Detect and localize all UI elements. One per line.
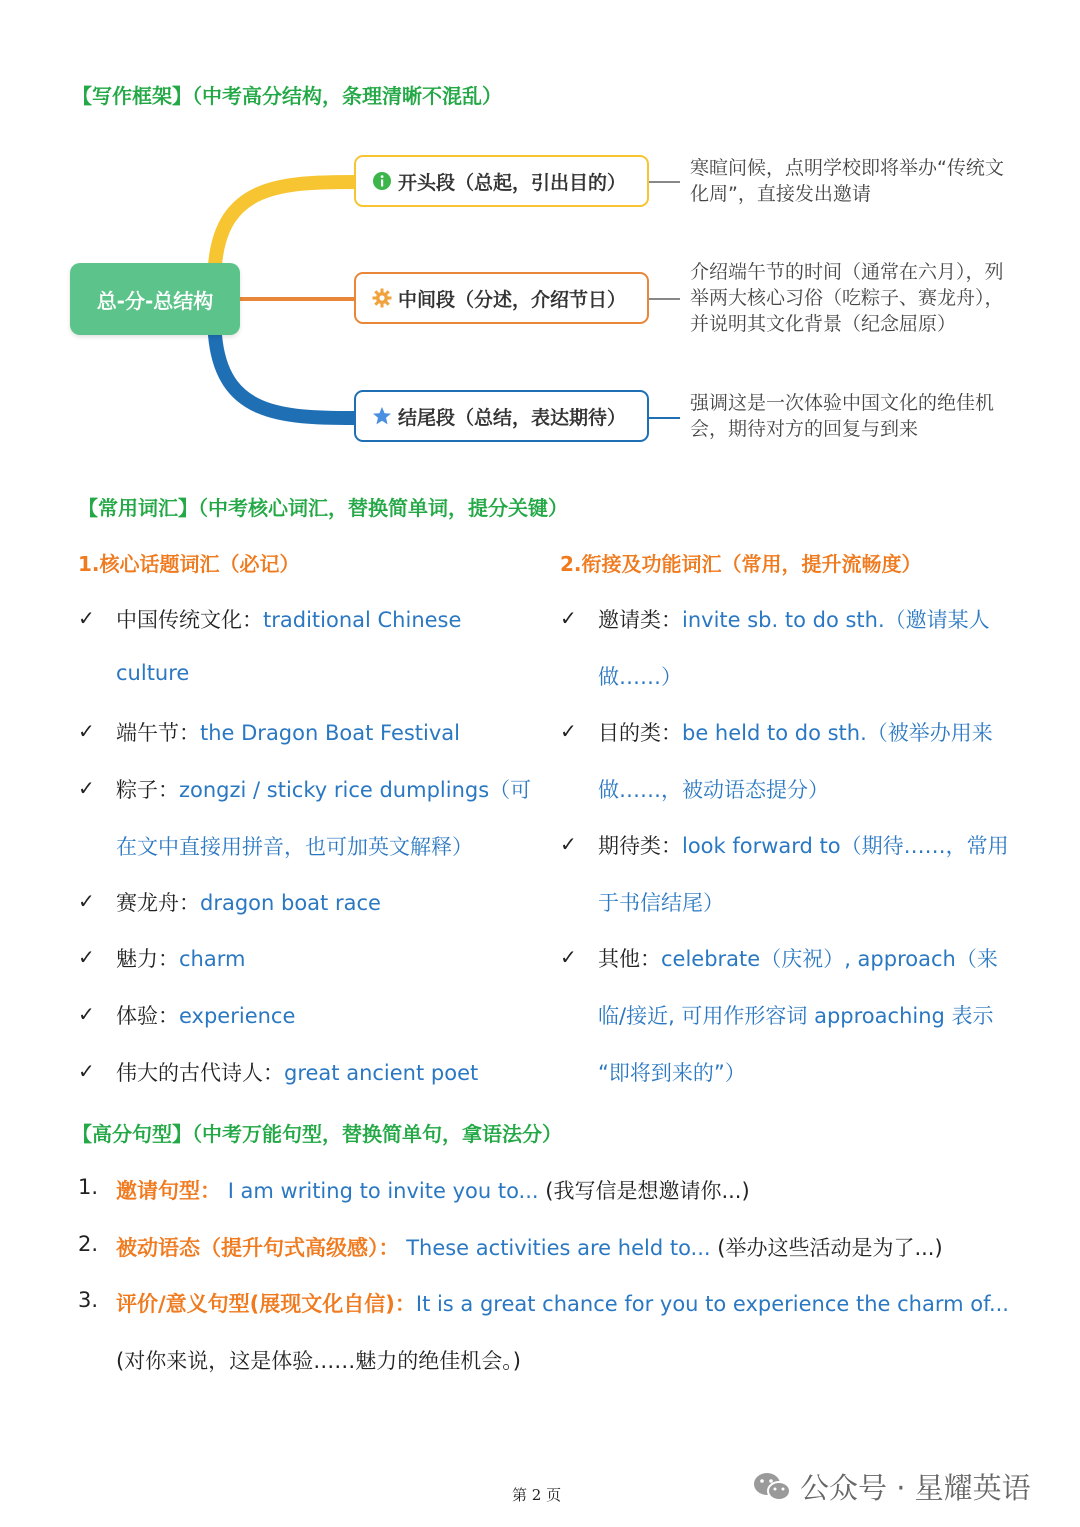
check-icon: ✓ — [78, 889, 95, 913]
sentence-cn: (对你来说，这是体验……魅力的绝佳机会。) — [116, 1349, 521, 1373]
vocab-cn: 伟大的古代诗人： — [116, 1061, 284, 1085]
wechat-watermark — [752, 1466, 1031, 1507]
vocab-en: traditional Chinese — [263, 608, 462, 632]
check-icon: ✓ — [560, 606, 577, 630]
vocab-cont: “即将到来的”） — [598, 1061, 746, 1085]
check-icon: ✓ — [78, 719, 95, 743]
check-icon: ✓ — [560, 832, 577, 856]
wechat-account-name: 公众号 · 星耀英语 — [800, 1471, 1031, 1505]
mindmap-root: 总-分-总结构 — [70, 263, 240, 335]
vocab-cont: 在文中直接用拼音，也可加英文解释） — [116, 835, 473, 859]
vocab-en: look forward to（期待……，常用 — [682, 834, 1009, 858]
node-body-desc — [690, 259, 1040, 337]
vocab-cn: 期待类： — [598, 834, 682, 858]
star-icon — [372, 406, 392, 426]
vocab-cn: 中国传统文化： — [116, 608, 263, 632]
vocab-item — [116, 1057, 478, 1087]
node-ending-desc — [690, 390, 1040, 442]
wechat-icon — [752, 1471, 792, 1503]
vocab-cn: 魅力： — [116, 947, 179, 971]
vocab-cn: 粽子： — [116, 778, 179, 802]
sentences-title: 【高分句型】（中考万能句型，替换简单句，拿语法分） — [72, 1122, 562, 1146]
desc-line: 举两大核心习俗（吃粽子、赛龙舟）， — [690, 287, 1004, 309]
sentence-number: 2. — [78, 1232, 99, 1256]
vocab-left-title: 1.核心话题词汇（必记） — [78, 552, 300, 576]
vocab-item — [116, 1000, 295, 1030]
sentence-label: 邀请句型： — [116, 1179, 221, 1203]
vocab-cn: 体验： — [116, 1004, 179, 1028]
sentence-item — [116, 1288, 1009, 1318]
sentence-en: It is a great chance for you to experience the charm of... — [415, 1292, 1009, 1316]
vocab-item — [116, 887, 381, 917]
vocab-item — [116, 717, 460, 747]
vocab-item — [116, 774, 531, 804]
node-opening-label: 开头段（总起，引出目的） — [398, 171, 627, 194]
node-opening-desc — [690, 155, 1040, 207]
sentence-item — [116, 1232, 943, 1262]
desc-line: 介绍端午节的时间（通常在六月），列 — [690, 261, 1004, 283]
vocab-item — [598, 717, 993, 747]
sentence-item — [116, 1175, 750, 1205]
vocab-cn: 端午节： — [116, 721, 200, 745]
check-icon: ✓ — [78, 1002, 95, 1026]
check-icon: ✓ — [78, 945, 95, 969]
check-icon: ✓ — [78, 776, 95, 800]
vocab-cont: culture — [116, 661, 190, 685]
vocab-cont: 做……） — [598, 665, 682, 689]
gear-icon — [372, 288, 392, 308]
desc-line: 会，期待对方的回复与到来 — [690, 418, 919, 440]
vocab-en: experience — [179, 1004, 296, 1028]
sentence-en: I am writing to invite you to... — [227, 1179, 539, 1203]
vocab-cn: 邀请类： — [598, 608, 682, 632]
node-ending — [354, 390, 649, 442]
sentence-label: 评价/意义句型(展现文化自信)： — [116, 1292, 416, 1316]
check-icon: ✓ — [560, 719, 577, 743]
sentence-cn: (我写信是想邀请你...) — [545, 1179, 750, 1203]
vocab-en: be held to do sth.（被举办用来 — [682, 721, 993, 745]
vocab-item — [598, 943, 998, 973]
desc-line: 化周”，直接发出邀请 — [690, 183, 871, 205]
vocab-cont: 于书信结尾） — [598, 891, 724, 915]
vocab-item — [116, 943, 245, 973]
desc-line: 寒暄问候，点明学校即将举办“传统文 — [690, 157, 1004, 179]
node-body — [354, 272, 649, 324]
vocab-en: dragon boat race — [200, 891, 381, 915]
info-icon — [372, 171, 392, 191]
vocab-right-title: 2.衔接及功能词汇（常用，提升流畅度） — [560, 552, 922, 576]
check-icon: ✓ — [78, 606, 95, 630]
vocab-en: celebrate（庆祝）, approach（来 — [661, 947, 998, 971]
page-number: 第 2 页 — [512, 1486, 562, 1504]
vocab-title: 【常用词汇】（中考核心词汇，替换简单词，提分关键） — [78, 496, 568, 520]
sentence-label: 被动语态（提升句式高级感）： — [116, 1236, 400, 1260]
vocab-item — [116, 604, 461, 634]
vocab-en: zongzi / sticky rice dumplings（可 — [179, 778, 532, 802]
vocab-item — [598, 604, 990, 634]
node-body-label: 中间段（分述，介绍节日） — [398, 288, 627, 311]
node-ending-label: 结尾段（总结，表达期待） — [398, 406, 627, 429]
desc-line: 并说明其文化背景（纪念屈原） — [690, 313, 957, 335]
check-icon: ✓ — [560, 945, 577, 969]
vocab-cont: 临/接近, 可用作形容词 approaching 表示 — [598, 1004, 994, 1028]
sentence-cn: (举办这些活动是为了...) — [717, 1236, 943, 1260]
vocab-en: great ancient poet — [284, 1061, 479, 1085]
vocab-item — [598, 830, 1009, 860]
vocab-cn: 目的类： — [598, 721, 682, 745]
sentence-en: These activities are held to... — [406, 1236, 711, 1260]
check-icon: ✓ — [78, 1059, 95, 1083]
sentence-number: 1. — [78, 1175, 99, 1199]
vocab-cont: 做……，被动语态提分） — [598, 778, 829, 802]
desc-line: 强调这是一次体验中国文化的绝佳机 — [690, 392, 995, 414]
node-opening — [354, 155, 649, 207]
sentence-number: 3. — [78, 1288, 99, 1312]
vocab-cn: 赛龙舟： — [116, 891, 200, 915]
framework-title: 【写作框架】（中考高分结构，条理清晰不混乱） — [72, 84, 502, 108]
vocab-en: the Dragon Boat Festival — [200, 721, 460, 745]
vocab-cn: 其他： — [598, 947, 661, 971]
vocab-en: invite sb. to do sth.（邀请某人 — [682, 608, 990, 632]
vocab-en: charm — [179, 947, 246, 971]
